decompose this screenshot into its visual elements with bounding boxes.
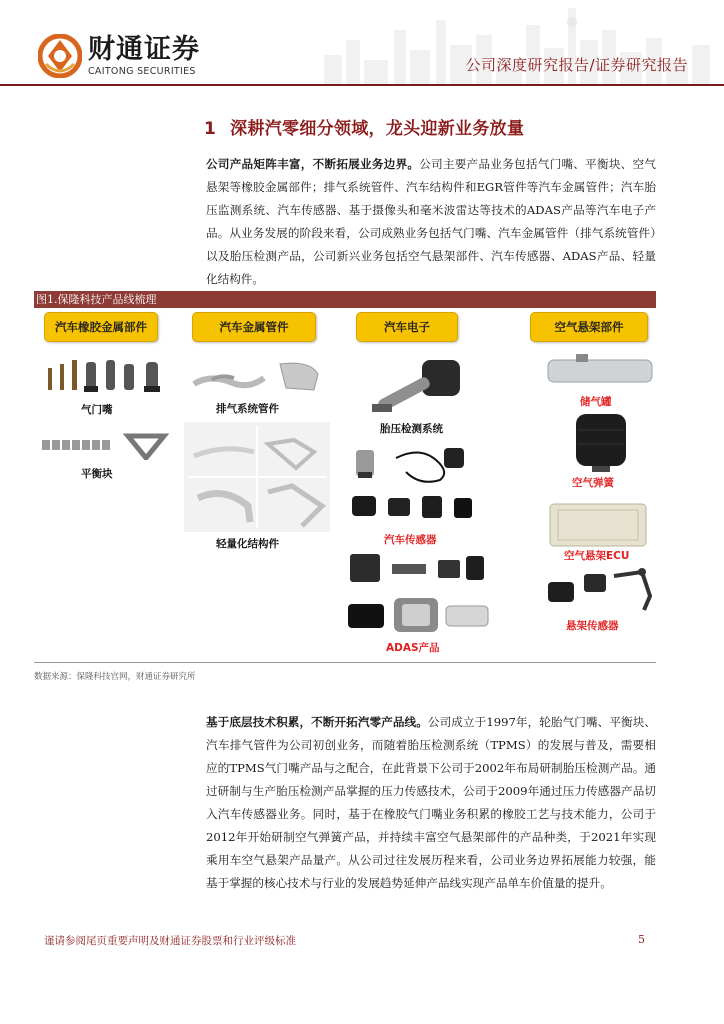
figure-source: 数据来源：保隆科技官网，财通证券研究所 xyxy=(34,672,196,682)
category-electronics: 汽车电子 xyxy=(356,312,458,342)
figure-title: 图1.保隆科技产品线梳理 xyxy=(34,291,656,308)
section-title-text: 深耕汽零细分领域，龙头迎新业务放量 xyxy=(230,119,525,139)
page-header xyxy=(0,0,724,100)
tpms-sensor-image xyxy=(368,354,468,420)
exhaust-pipes-image xyxy=(190,360,324,396)
adas-cameras-image xyxy=(346,550,488,588)
intro-paragraph xyxy=(206,153,656,291)
section-heading xyxy=(204,114,524,139)
disclaimer-note: 谨请参阅尾页重要声明及财通证券股票和行业评级标准 xyxy=(44,935,296,947)
label-lightweight: 轻量化结构件 xyxy=(216,538,279,550)
sensor-parts-image xyxy=(348,492,478,522)
history-paragraph-lead: 基于底层技术积累，不断开拓汽零产品线。 xyxy=(206,715,428,729)
label-tank: 储气罐 xyxy=(580,396,612,408)
label-valve: 气门嘴 xyxy=(81,404,113,416)
suspension-ecu-image xyxy=(546,500,650,550)
balance-weights-image xyxy=(42,430,170,460)
sensor-wires-image xyxy=(350,442,470,486)
history-paragraph-body: 公司成立于1997年，轮胎气门嘴、平衡块、汽车排气管件为公司初创业务，而随着胎压检测系统（TPMS）的发展与普及，需要相应的TPMS气门嘴产品与之配合，在此背景下公司于2002年布局研制胎压检测产品。通过研制与生产胎压检测产品掌握的压力传感技术，公司于2009年通过压力传感器产品切入汽车传感器业务。同时，基于在橡胶气门嘴业务积累的橡胶工艺与技术能力，公司于2012年开始研制空气弹簧产品，并持续丰富空气悬架部件的产品种类，于2021年实现乘用车空气悬架产品量产。从公司过往发展历程来看，公司业务边界拓展能力较强，能基于掌握的核心技术与行业的发展趋势延伸产品线实现产品单车价值量的提升。 xyxy=(206,715,656,890)
header-divider xyxy=(0,84,724,86)
label-tpms: 胎压检测系统 xyxy=(380,423,443,435)
label-height-sensor: 悬架传感器 xyxy=(566,620,619,632)
label-adas: ADAS产品 xyxy=(386,642,440,654)
figure-bottom-rule xyxy=(34,662,656,663)
label-ecu: 空气悬架ECU xyxy=(564,550,630,562)
intro-paragraph-body: 公司主要产品业务包括气门嘴、平衡块、空气悬架等橡胶金属部件；排气系统管件、汽车结构件和EGR管件等汽车金属管件；汽车胎压监测系统、汽车传感器、基于摄像头和毫米波雷达等技术的ADAS产品等汽车电子产品。从业务发展的阶段来看，公司成熟业务包括气门嘴、汽车金属管件（排气系统管件）以及胎压检测产品，公司新兴业务包括空气悬架部件、汽车传感器、ADAS产品、轻量化结构件。 xyxy=(206,157,656,286)
air-tank-image xyxy=(546,354,656,386)
valve-stems-image xyxy=(42,356,166,396)
page-number: 5 xyxy=(638,933,645,946)
section-number: 1 xyxy=(204,119,217,139)
caitong-logo xyxy=(38,34,200,78)
product-line-figure xyxy=(34,308,656,662)
logo-english-name: CAITONG SECURITIES xyxy=(88,65,196,77)
label-balance: 平衡块 xyxy=(81,468,113,480)
label-exhaust: 排气系统管件 xyxy=(216,403,279,415)
label-spring: 空气弹簧 xyxy=(572,477,614,489)
logo-chinese-name: 财通证券 xyxy=(88,33,200,65)
category-rubber-metal: 汽车橡胶金属部件 xyxy=(44,312,158,342)
height-sensor-image xyxy=(544,566,656,614)
lightweight-parts-panel xyxy=(184,422,330,532)
category-metal-pipes: 汽车金属管件 xyxy=(192,312,316,342)
air-spring-image xyxy=(572,408,630,474)
history-paragraph xyxy=(206,711,656,895)
caitong-logo-icon xyxy=(38,34,82,78)
report-type: 公司深度研究报告/证券研究报告 xyxy=(465,56,688,74)
intro-paragraph-lead: 公司产品矩阵丰富，不断拓展业务边界。 xyxy=(206,157,420,171)
label-sensor: 汽车传感器 xyxy=(384,534,437,546)
lightweight-parts-image xyxy=(184,422,330,532)
adas-radar-image xyxy=(342,596,492,634)
category-air-suspension: 空气悬架部件 xyxy=(530,312,648,342)
